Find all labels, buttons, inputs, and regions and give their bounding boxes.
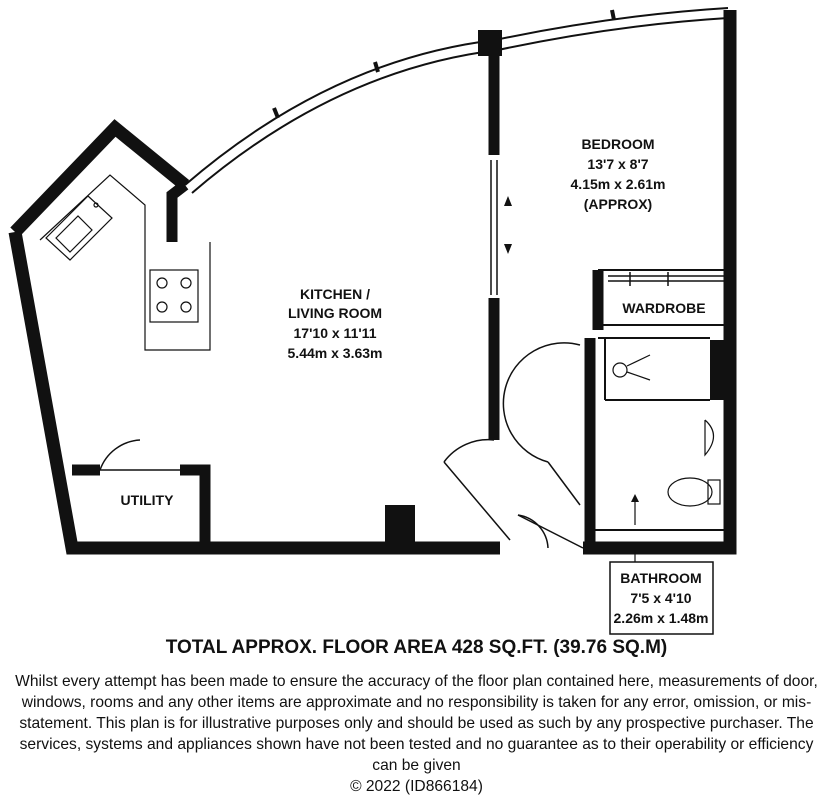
pillar <box>710 340 730 400</box>
bedroom-note: (APPROX) <box>583 196 653 212</box>
sliding-door <box>491 160 512 295</box>
kitchen-imperial: 17'10 x 11'11 <box>293 325 377 341</box>
pillar <box>385 505 415 548</box>
copyright-text: © 2022 (ID866184) <box>350 778 483 795</box>
utility-name: UTILITY <box>120 492 174 508</box>
bathroom-metric: 2.26m x 1.48m <box>613 610 709 626</box>
kitchen-sink <box>46 196 112 260</box>
bedroom-imperial: 13'7 x 8'7 <box>587 156 649 172</box>
kitchen-name-line1: KITCHEN / <box>300 286 370 302</box>
pillar <box>478 30 502 56</box>
wardrobe-doors <box>608 272 725 286</box>
total-floor-area: TOTAL APPROX. FLOOR AREA 428 SQ.FT. (39.76 SQ.M) <box>165 637 668 658</box>
bedroom-name: BEDROOM <box>581 136 655 152</box>
wardrobe-name: WARDROBE <box>622 300 706 316</box>
kitchen-metric: 5.44m x 3.63m <box>287 345 383 361</box>
bathroom-fixtures <box>613 355 720 570</box>
bathroom-imperial: 7'5 x 4'10 <box>630 590 692 606</box>
doors <box>100 343 583 548</box>
bathroom-name: BATHROOM <box>620 570 702 586</box>
outer-walls <box>15 10 730 548</box>
disclaimer-text: Whilst every attempt has been made to ensure the accuracy of the floor plan contained here, measurements of door, windows, rooms and any other items are approximate and no responsibility is taken for any error, omission, or mis-statement. This plan is for illustrative purposes only and should be used as such by any prospective purchaser. The services, systems and appliances shown have not been tested and no guarantee as to their operability or efficiency can be given <box>15 673 818 774</box>
kitchen-counter <box>40 175 210 350</box>
bedroom-metric: 4.15m x 2.61m <box>570 176 666 192</box>
kitchen-name-line2: LIVING ROOM <box>287 305 383 321</box>
